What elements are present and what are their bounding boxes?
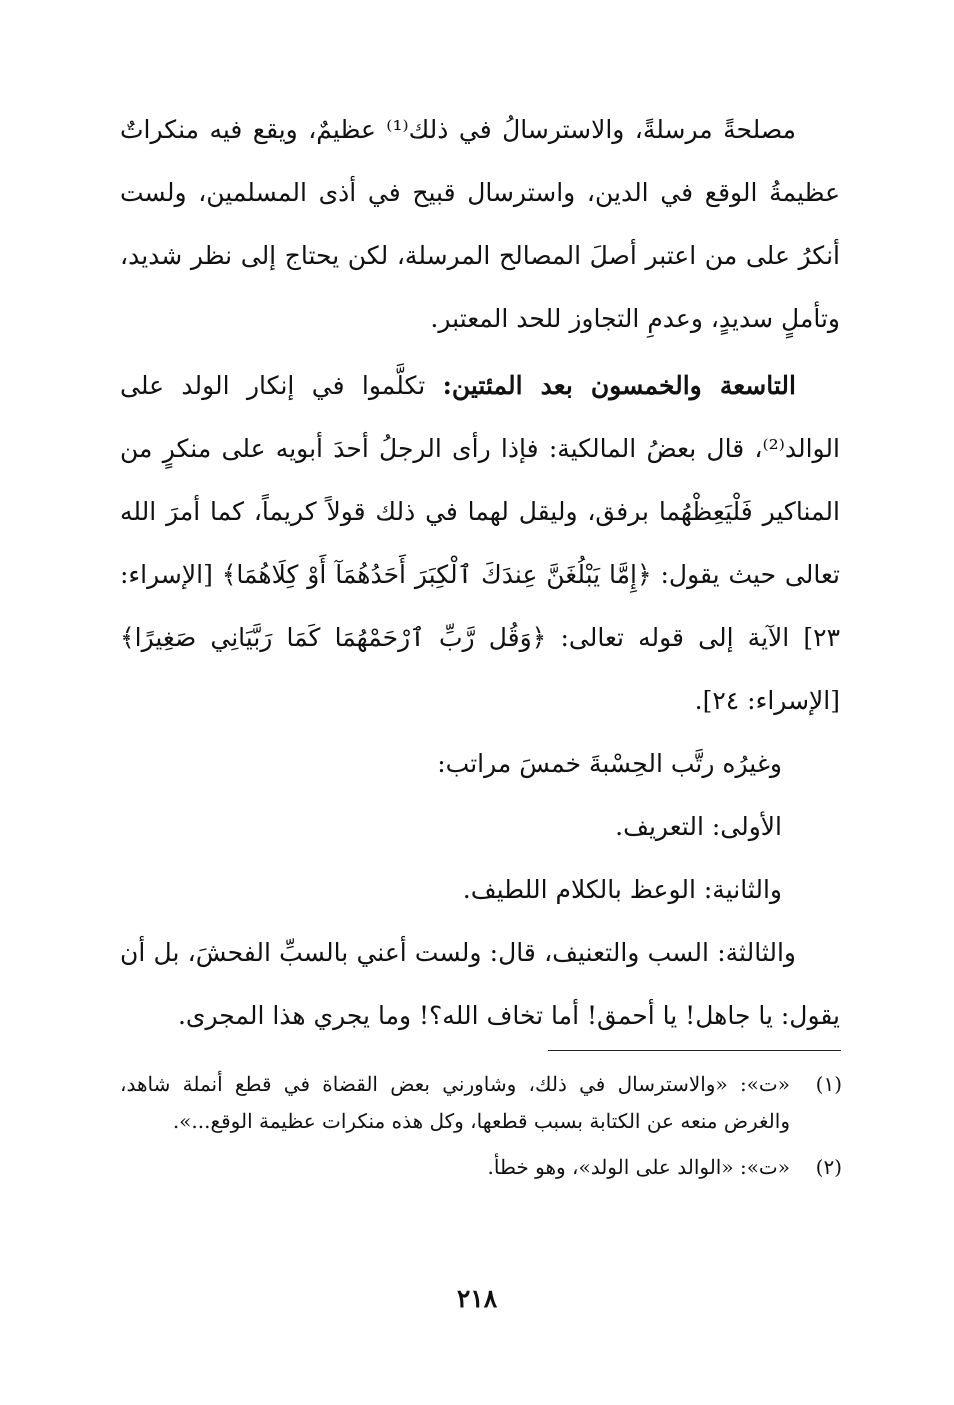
- paragraph-rank-first: الأولى: التعريف.: [615, 812, 782, 841]
- paragraph-259: [120, 354, 840, 732]
- footnote-text: «ت»: «والاسترسال في ذلك، وشاورني بعض القضاة في قطع أنملة شاهد، والغرض منعه عن الكتابة بسبب قطعها، وكل هذه منكرات عظيمة الوقع...».: [120, 1072, 790, 1133]
- page-number: ٢١٨: [456, 1284, 498, 1313]
- footnote-number: (١): [815, 1072, 842, 1096]
- footnotes: [120, 1066, 842, 1186]
- footnote-1: [120, 1066, 842, 1140]
- paragraph-ranks-intro: وغيرُه رتَّب الحِسْبةَ خمسَ مراتب:: [437, 749, 782, 778]
- paragraph-intro: مصلحةً مرسلةً، والاسترسالُ في ذلك⁽¹⁾ عظيمٌ، ويقع فيه منكراتٌ عظيمةُ الوقع في الدين، واسترسال قبيح في أذى المسلمين، ولست أنكرُ على من اعتبر أصلَ المصالح المرسلة، لكن يحتاج إلى نظر شديد، وتأملٍ سديدٍ، وعدمِ التجاوز للحد المعتبر.: [120, 115, 840, 333]
- paragraph-259-body: تكلَّموا في إنكار الولد على الوالد⁽²⁾، قال بعضُ المالكية: فإذا رأى الرجلُ أحدَ أبويه على منكرٍ من المناكير فَلْيَعِظْهُما برفق، وليقل لهما في ذلك قولاً كريماً، كما أمرَ الله تعالى حيث يقول: ﴿إِمَّا يَبْلُغَنَّ عِندَكَ ٱلْكِبَرَ أَحَدُهُمَآ أَوْ كِلَاهُمَا﴾ [الإسراء: ٢٣] الآية إلى قوله تعالى: ﴿وَقُل رَّبِّ ٱرْحَمْهُمَا كَمَا رَبَّيَانِي صَغِيرًا﴾ [الإسراء: ٢٤].: [120, 371, 840, 715]
- paragraph-rank-third: والثالثة: السب والتعنيف، قال: ولست أعني بالسبِّ الفحشَ، بل أن يقول: يا جاهل! يا أحمق! أما تخاف الله؟! وما يجري هذا المجرى.: [120, 938, 840, 1030]
- footnote-number: (٢): [815, 1155, 842, 1179]
- footnote-divider: [548, 1050, 841, 1051]
- paragraph-rank-second: والثانية: الوعظ بالكلام اللطيف.: [462, 875, 782, 904]
- section-heading: التاسعة والخمسون بعد المئتين:: [442, 371, 796, 400]
- footnote-text: «ت»: «الوالد على الولد»، وهو خطأ.: [487, 1155, 790, 1179]
- footnote-2: [120, 1149, 842, 1186]
- main-text: [120, 98, 840, 1047]
